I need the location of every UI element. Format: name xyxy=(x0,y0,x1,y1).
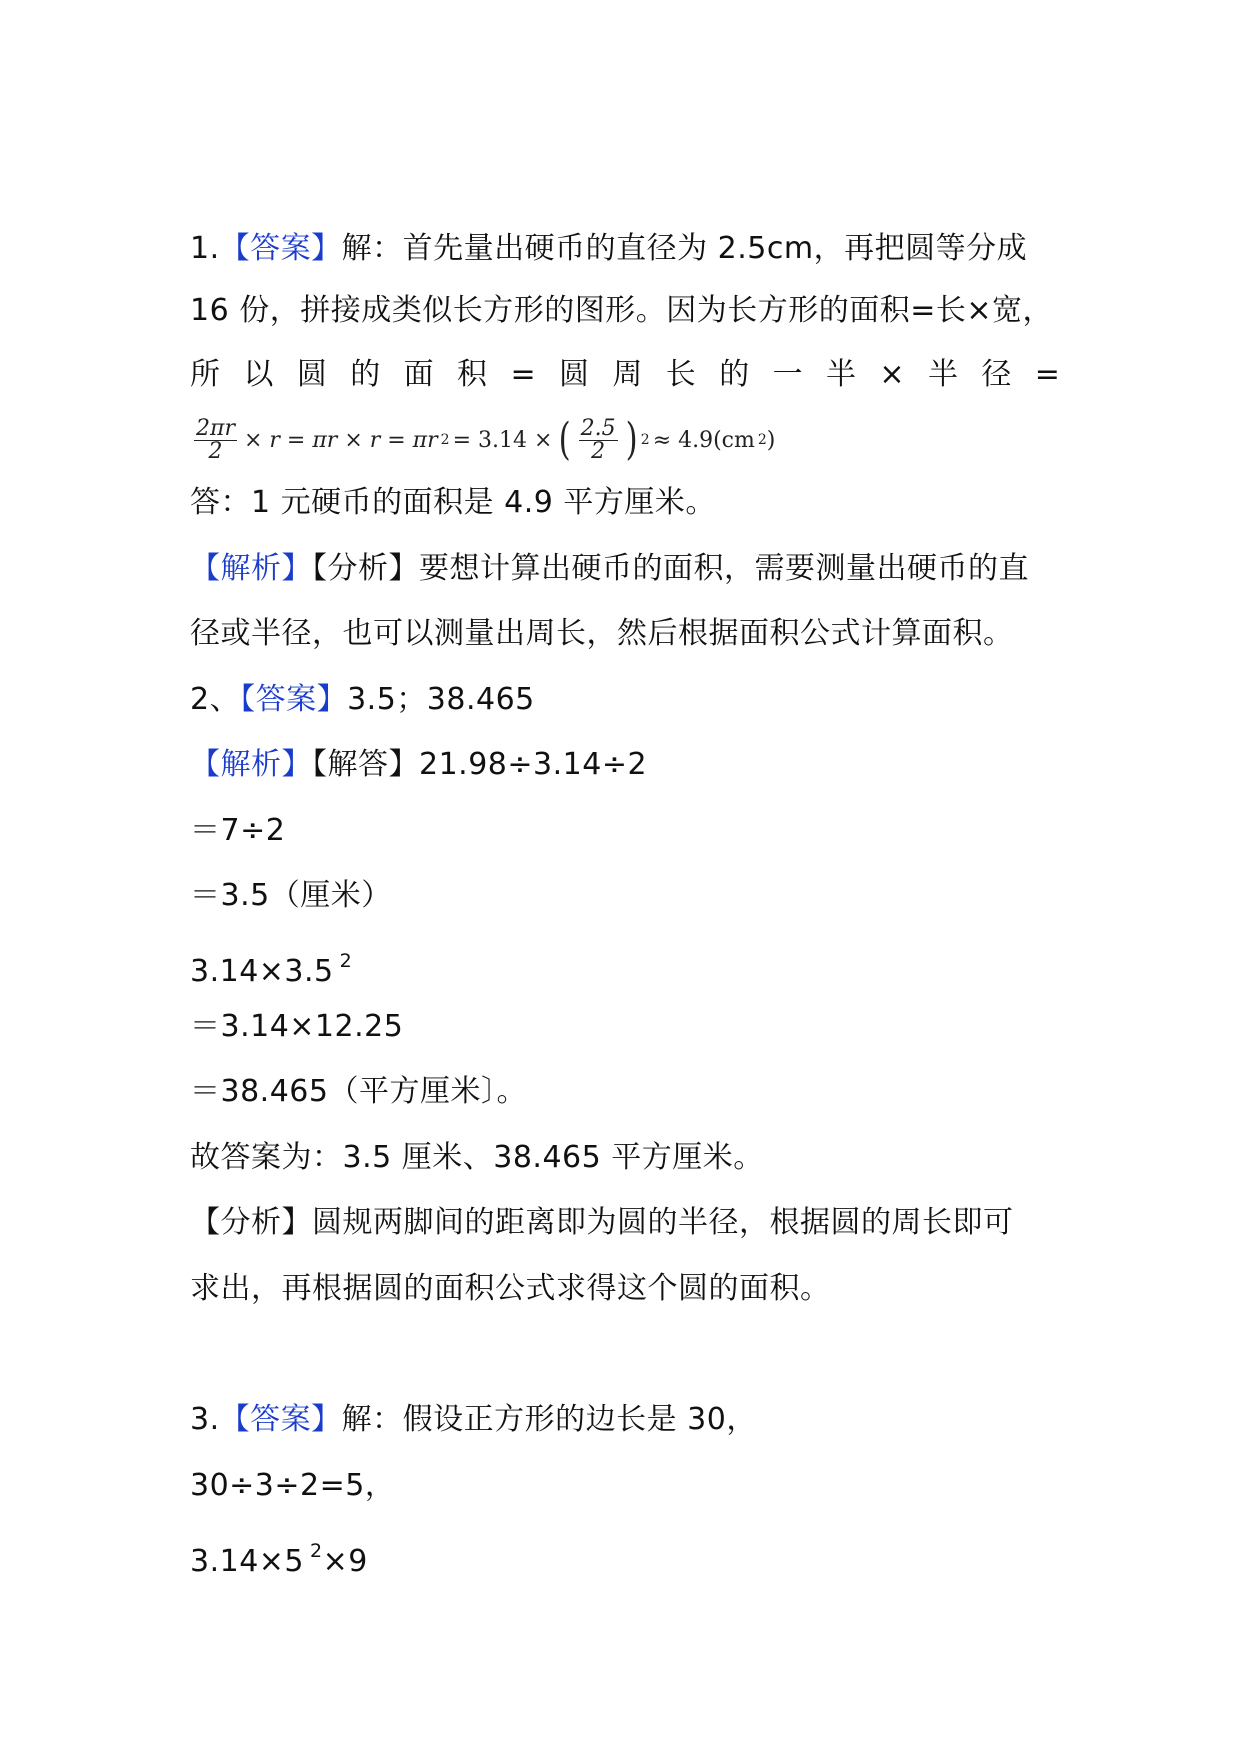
q1-area-formula xyxy=(190,410,775,470)
formula-left-paren: ( xyxy=(558,414,572,465)
q1-line-3-char: 圆 xyxy=(558,357,589,392)
formula-exponent: 2 xyxy=(640,432,650,448)
q2-step-2: ＝3.5（厘米） xyxy=(190,878,392,913)
formula-fraction-2pir-over-2 xyxy=(194,415,237,464)
q2-step-3-exponent: 2 xyxy=(339,950,353,972)
formula-fraction-2-5-over-2 xyxy=(579,415,618,464)
q3-line-2: 30÷3÷2=5， xyxy=(190,1468,396,1503)
q2-analysis-text: 【解答】21.98÷3.14÷2 xyxy=(312,747,648,782)
q2-conclusion: 故答案为：3.5 厘米、38.465 平方厘米。 xyxy=(190,1140,764,1175)
q1-analysis-tag: 【解析】 xyxy=(190,551,312,586)
q3-line-3-exponent: 2 xyxy=(310,1540,323,1562)
q1-line-3-char: 面 xyxy=(403,357,434,392)
q1-line-3-char: 的 xyxy=(350,357,381,392)
q2-number: 2、 xyxy=(190,682,241,717)
q2-analysis-line xyxy=(190,745,647,785)
q3-line-1-text: 解：假设正方形的边长是 30， xyxy=(341,1402,757,1437)
q2-step-1: ＝7÷2 xyxy=(190,813,286,848)
q1-line-3-char: 径 xyxy=(981,357,1012,392)
q1-answer-tag: 【答案】 xyxy=(219,231,342,266)
q1-analysis-text: 【分析】要想计算出硬币的面积，需要测量出硬币的直 xyxy=(312,551,1029,586)
q2-step-3-base: 3.14×3.5 xyxy=(190,954,334,989)
formula-exponent: 2 xyxy=(440,432,450,448)
formula-denominator: 2 xyxy=(208,438,223,464)
q2-analysis-tag: 【解析】 xyxy=(190,747,312,782)
q1-line-1-text: 解：首先量出硬币的直径为 2.5cm，再把圆等分成 xyxy=(341,231,1028,266)
q2-note-line-2: 求出，再根据圆的面积公式求得这个圆的面积。 xyxy=(190,1271,831,1306)
q1-number: 1. xyxy=(190,231,220,266)
q2-step-3 xyxy=(190,941,352,992)
formula-right-paren: ) xyxy=(625,414,638,465)
q1-line-3-char: × xyxy=(879,357,905,392)
q1-line-3-char: 积 xyxy=(457,357,488,392)
q3-line-1 xyxy=(190,1400,757,1440)
q3-line-3-base: 3.14×5 xyxy=(190,1544,305,1579)
q1-line-3-char: 圆 xyxy=(296,357,327,392)
q2-note-line-1: 【分析】圆规两脚间的距离即为圆的半径，根据圆的周长即可 xyxy=(190,1205,1014,1240)
q1-line-3-char: 半 xyxy=(826,357,857,392)
q1-analysis-line-2: 径或半径，也可以测量出周长，然后根据面积公式计算面积。 xyxy=(190,616,1014,651)
q3-number: 3. xyxy=(190,1402,220,1437)
q3-line-3-tail: ×9 xyxy=(322,1544,368,1579)
q2-answer-tag: 【答案】 xyxy=(240,682,348,717)
q2-answer-value: 3.5；38.465 xyxy=(347,682,535,717)
q1-line-3-char: = xyxy=(1034,357,1060,392)
q1-answer-line: 答：1 元硬币的面积是 4.9 平方厘米。 xyxy=(190,485,716,520)
q1-line-1 xyxy=(190,229,1027,269)
q1-line-3-char: 所 xyxy=(190,357,220,392)
q3-answer-tag: 【答案】 xyxy=(219,1402,342,1437)
q1-line-3-char: 半 xyxy=(927,357,958,392)
q1-line-3-char: 长 xyxy=(665,357,696,392)
formula-close: ) xyxy=(766,427,776,453)
q1-line-3-char: 的 xyxy=(719,357,750,392)
formula-denominator: 2 xyxy=(591,438,606,464)
q2-answer-line xyxy=(190,680,535,720)
q1-line-3-char: 以 xyxy=(243,357,274,392)
q1-line-3-char: = xyxy=(510,357,536,392)
formula-segment: ≈ 4.9(cm xyxy=(652,427,755,453)
formula-segment: = 3.14 × xyxy=(452,427,553,453)
formula-numerator: 2πr xyxy=(196,415,235,441)
q1-line-3-char: 周 xyxy=(612,357,643,392)
q1-line-3 xyxy=(190,355,1060,395)
q1-line-3-char: 一 xyxy=(772,357,803,392)
q1-analysis-line-1 xyxy=(190,549,1029,589)
q1-line-2: 16 份，拼接成类似长方形的图形。因为长方形的面积=长×宽， xyxy=(190,293,1053,328)
formula-numerator: 2.5 xyxy=(580,415,616,441)
q2-step-5: ＝38.465（平方厘米〕。 xyxy=(190,1074,527,1109)
formula-exponent: 2 xyxy=(757,432,767,448)
q3-line-3 xyxy=(190,1531,368,1582)
q2-step-4: ＝3.14×12.25 xyxy=(190,1009,404,1044)
formula-segment: × r = πr × r = πr xyxy=(243,427,438,453)
